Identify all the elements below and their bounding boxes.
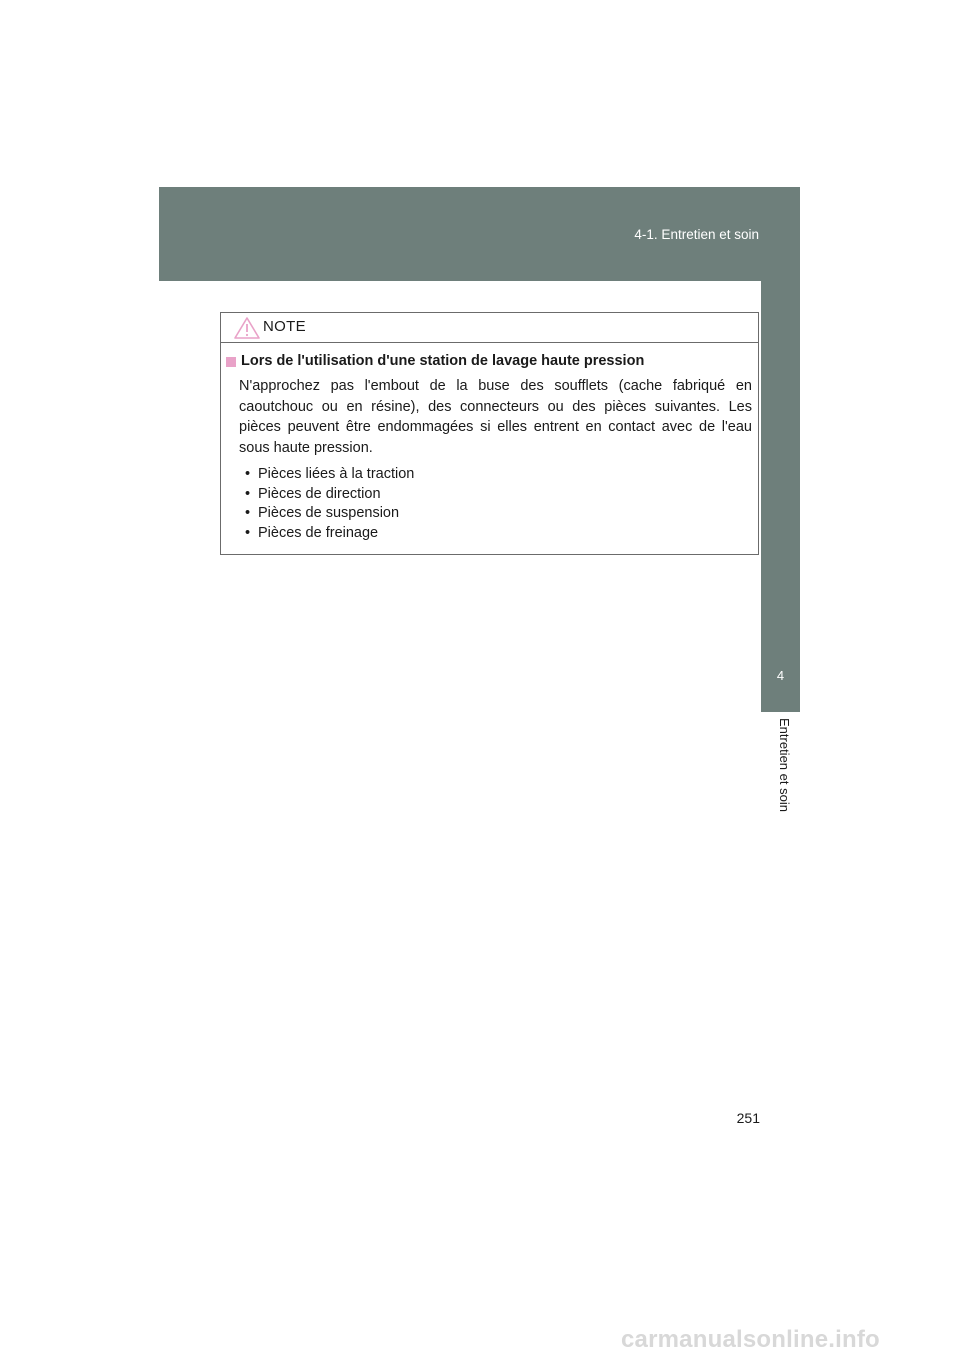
warning-triangle-icon xyxy=(234,316,260,340)
chapter-tab xyxy=(761,644,800,712)
note-box xyxy=(220,312,759,555)
note-paragraph: N'approchez pas l'embout de la buse des soufflets (cache fabriqué en caoutchouc ou en résine), des connecteurs ou des pièces suivantes. Les pièces peuvent être endommagées si elles entrent en contact avec de l'eau sous haute pression. xyxy=(239,378,752,456)
note-header xyxy=(221,313,758,343)
note-body xyxy=(221,343,758,543)
section-heading xyxy=(226,353,752,369)
header-band xyxy=(159,187,800,281)
list-item: • Pièces de direction xyxy=(245,485,752,505)
square-bullet-icon xyxy=(226,357,236,367)
list-item: • Pièces de suspension xyxy=(245,504,752,524)
page-number: 251 xyxy=(736,1110,760,1126)
watermark: carmanualsonline.info xyxy=(621,1326,880,1353)
section-heading-text: Lors de l'utilisation d'une station de lavage haute pression xyxy=(241,353,645,369)
parts-list xyxy=(245,465,752,543)
chapter-label: Entretien et soin xyxy=(777,718,792,812)
list-item: • Pièces liées à la traction xyxy=(245,465,752,485)
side-tab-spacer xyxy=(761,281,800,644)
note-title: NOTE xyxy=(263,318,306,335)
section-title: 4-1. Entretien et soin xyxy=(634,227,759,242)
list-item: • Pièces de freinage xyxy=(245,524,752,544)
chapter-number: 4 xyxy=(776,668,785,683)
